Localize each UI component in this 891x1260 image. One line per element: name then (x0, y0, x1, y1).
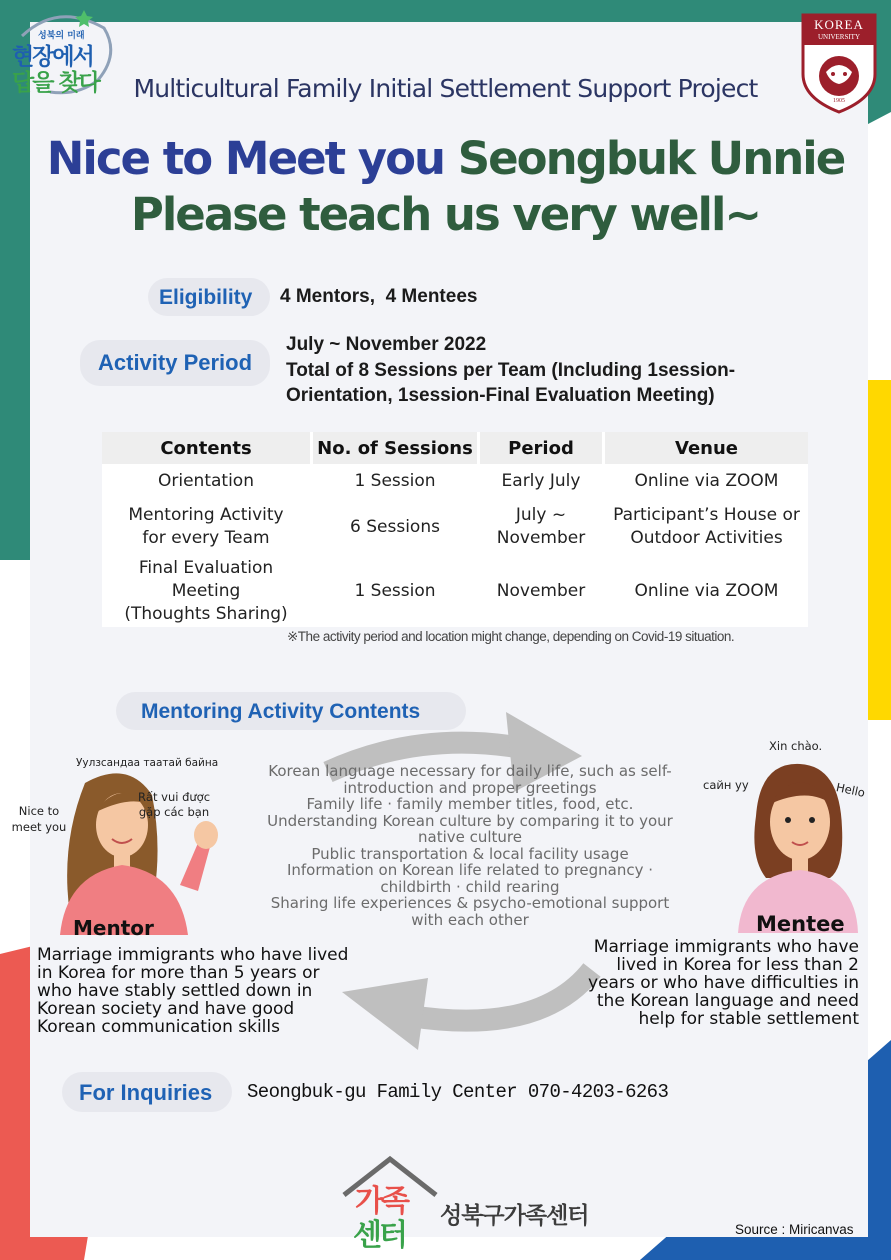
inquiries-value: Seongbuk-gu Family Center 070-4203-6263 (247, 1081, 669, 1103)
table-cell-contents: Orientation (102, 464, 312, 499)
mentee-greeting-en: Hello (834, 780, 867, 800)
logo-korea-text: KOREA (814, 17, 864, 32)
table-row (102, 555, 808, 627)
inquiries-label: For Inquiries (79, 1080, 213, 1105)
headline-part2: Seongbuk Unnie (457, 132, 845, 185)
list-item: with each other (411, 910, 529, 929)
family-center-logo-text2: 센터 (353, 1218, 405, 1253)
eligibility-label-pill (148, 278, 270, 316)
table-cell-venue: Online via ZOOM (634, 471, 779, 491)
table-header-cell: Period (479, 432, 604, 464)
headline-part1: Nice to Meet you (46, 132, 445, 185)
table-cell-sessions: 1 Session (312, 464, 479, 499)
headline-line1 (0, 132, 891, 185)
mentor-greeting-en: Nice to meet you (11, 804, 67, 834)
mentee-greeting-vi: Xin chào. (769, 739, 823, 753)
logo-main-text1: 현장에서 (12, 44, 93, 70)
logo-main-text2: 답을 찾다 (12, 70, 99, 96)
eligibility-value: 4 Mentors, 4 Mentees (280, 286, 478, 307)
list-item: Sharing life experiences & psycho-emotional support (270, 894, 670, 912)
table-cell-period: July ~ November (479, 499, 604, 555)
mentor-description: Marriage immigrants who have lived in Korea for more than 5 years or who have stably settled down in Korean society and have good Korean communication skills (37, 945, 349, 1037)
table-row (102, 464, 808, 499)
family-center-logo-text1: 가족 (355, 1184, 407, 1219)
schedule-table (102, 432, 808, 627)
table-header-cell: Venue (604, 432, 809, 464)
table-row (102, 499, 808, 555)
activity-period-label-pill (80, 340, 270, 386)
project-title: Multicultural Family Initial Settlement Support Project (133, 74, 758, 103)
table-header-row (102, 432, 808, 464)
list-item: introduction and proper greetings (343, 778, 597, 797)
activity-period-label: Activity Period (98, 350, 253, 375)
mentoring-contents-list (250, 763, 690, 928)
family-center-name: 성북구가족센터 (440, 1203, 589, 1229)
mentoring-label: Mentoring Activity Contents (141, 700, 421, 723)
list-item: Information on Korean life related to pregnancy · (286, 861, 654, 879)
table-cell-sessions: 6 Sessions (312, 499, 479, 555)
activity-period-line2: Total of 8 Sessions per Team (Including 1session- (286, 360, 736, 381)
list-item: Family life · family member titles, food, etc. (306, 795, 634, 813)
table-cell-contents: Final Evaluation Meeting (Thoughts Sharing) (102, 555, 312, 627)
list-item: Korean language necessary for daily life, such as self- (268, 762, 672, 780)
mentee-label: Mentee (756, 912, 845, 936)
activity-period-line1: July ~ November 2022 (286, 334, 487, 355)
table-header-cell: Contents (102, 432, 312, 464)
table-cell-contents: Mentoring Activity for every Team (102, 499, 312, 555)
table-cell-sessions: 1 Session (312, 555, 479, 627)
mentor-greeting-mn: Уулзсандаа таатай байна (76, 757, 219, 769)
table-cell-period: November (479, 555, 604, 627)
mentee-greeting-mn: сайн уу (703, 778, 749, 792)
schedule-note: ※The activity period and location might change, depending on Covid-19 situation. (287, 629, 735, 644)
logo-small-text: 성북의 미래 (38, 31, 85, 41)
inquiries-label-pill (62, 1072, 232, 1112)
table-cell-period: Early July (479, 464, 604, 499)
table-cell-venue: Online via ZOOM (634, 580, 779, 601)
bottom-arrow-icon (342, 970, 592, 1050)
table-cell-venue: Participant’s House or Outdoor Activities (613, 505, 800, 548)
mentor-label: Mentor (73, 916, 154, 940)
list-item: native culture (418, 828, 522, 846)
logo-university-text: UNIVERSITY (818, 33, 860, 41)
mentee-description: Marriage immigrants who have lived in Korea for less than 2 years or who have difficulties in the Korean language and need help for stable settlement (588, 937, 859, 1029)
logo-year-text: 1905 (833, 98, 845, 104)
activity-period-line3: Orientation, 1session-Final Evaluation Meeting) (286, 385, 715, 406)
eligibility-label: Eligibility (159, 286, 253, 309)
list-item: Understanding Korean culture by comparing it to your (267, 811, 673, 830)
mentor-greeting-vi: Rất vui được gặp các bạn (137, 790, 211, 819)
list-item: Public transportation & local facility usage (311, 844, 629, 863)
headline-line2: Please teach us very well~ (130, 188, 761, 241)
table-header-cell: No. of Sessions (312, 432, 479, 464)
source-credit: Source : Miricanvas (735, 1222, 854, 1237)
list-item: childbirth · child rearing (380, 877, 560, 896)
